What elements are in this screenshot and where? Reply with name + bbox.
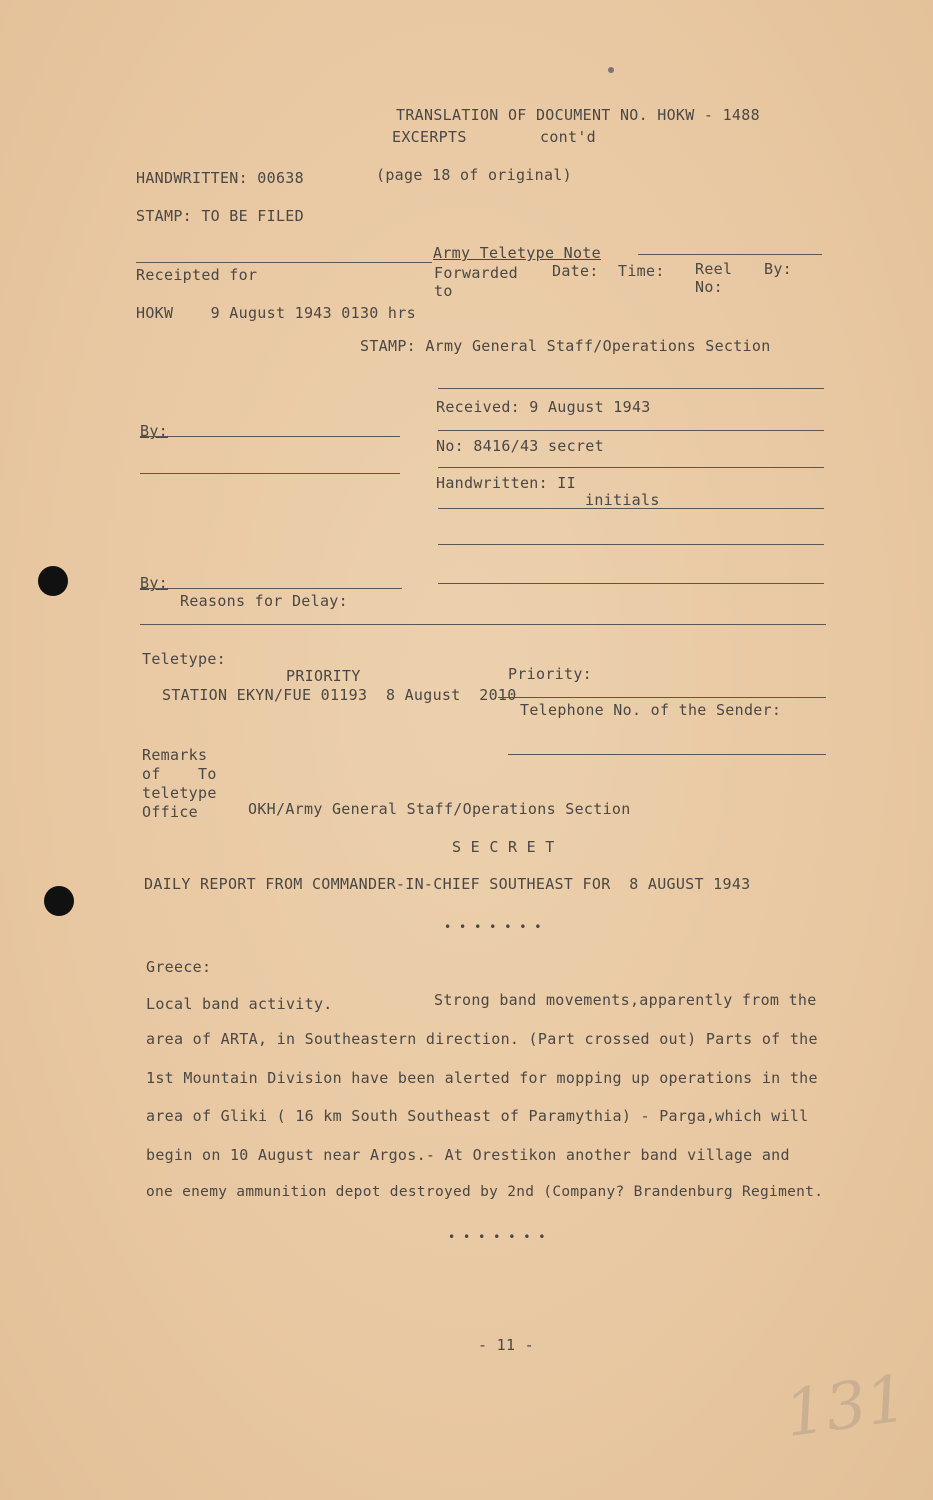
rule-right-6 — [438, 583, 824, 584]
reasons-for-delay: Reasons for Delay: — [180, 592, 348, 610]
ink-speck — [608, 67, 614, 73]
report-line: area of ARTA, in Southeastern direction. (Part crossed out) Parts of the — [146, 1030, 818, 1048]
by-label-top: By: — [764, 260, 792, 278]
rule-right-3 — [438, 467, 824, 468]
received-date: Received: 9 August 1943 — [436, 398, 651, 416]
document-subtitle: EXCERPTS — [392, 128, 467, 146]
page-reference: (page 18 of original) — [376, 166, 572, 184]
report-line: one enemy ammunition depot destroyed by 2nd (Company? Brandenburg Regiment. — [146, 1184, 824, 1200]
initials-label: initials — [585, 491, 660, 509]
priority-word: PRIORITY — [286, 667, 361, 685]
document-number: No: 8416/43 secret — [436, 437, 604, 455]
rule-right-4 — [438, 508, 824, 509]
rule-right-2 — [438, 430, 824, 431]
teletype-note-title: Army Teletype Note — [433, 244, 601, 262]
stamp-operations-section: STAMP: Army General Staff/Operations Section — [360, 337, 771, 355]
handwritten-page-number: 131 — [780, 1361, 912, 1453]
punch-hole-upper — [38, 566, 68, 596]
station-line: STATION EKYN/FUE 01193 8 August 2010 — [162, 686, 517, 704]
continued-label: cont'd — [540, 128, 596, 146]
page-number: - 11 - — [478, 1336, 534, 1354]
report-line: Strong band movements,apparently from the — [434, 991, 817, 1009]
report-line: begin on 10 August near Argos.- At Orestikon another band village and — [146, 1146, 790, 1164]
station-rule — [498, 697, 826, 698]
priority-label: Priority: — [508, 665, 592, 683]
rule-left-1 — [140, 436, 400, 437]
punch-hole-lower — [44, 886, 74, 916]
daily-report-title: DAILY REPORT FROM COMMANDER-IN-CHIEF SOUTHEAST FOR 8 AUGUST 1943 — [144, 875, 751, 893]
teletype-label: Teletype: — [142, 650, 226, 668]
ellipsis-dots-2: • • • • • • • — [448, 1230, 546, 1244]
local-band-label: Local band activity. — [146, 995, 333, 1013]
reel-no-label: Reel No: — [695, 260, 733, 296]
time-label: Time: — [618, 262, 665, 280]
telephone-rule — [508, 754, 826, 755]
greece-label: Greece: — [146, 958, 212, 976]
report-line: area of Gliki ( 16 km South Southeast of Paramythia) - Parga,which will — [146, 1107, 809, 1125]
document-title: TRANSLATION OF DOCUMENT NO. HOKW - 1488 — [396, 106, 760, 124]
ellipsis-dots-1: • • • • • • • — [444, 920, 542, 934]
date-label: Date: — [552, 262, 599, 280]
rule-left-3 — [140, 588, 402, 589]
form-top-rule-right — [638, 254, 822, 255]
rule-right-1 — [438, 388, 824, 389]
handwritten-ii: Handwritten: II — [436, 474, 576, 492]
okh-section-line: OKH/Army General Staff/Operations Section — [248, 800, 631, 818]
by-label-2: By: — [140, 574, 168, 592]
rule-left-2 — [140, 473, 400, 474]
secret-heading: S E C R E T — [452, 838, 555, 856]
stamp-to-be-filed: STAMP: TO BE FILED — [136, 207, 304, 225]
receipted-for-label: Receipted for — [136, 266, 258, 284]
by-label-1: By: — [140, 422, 168, 440]
rule-full — [140, 624, 826, 625]
hokw-receipt-line: HOKW 9 August 1943 0130 hrs — [136, 304, 416, 322]
rule-right-5 — [438, 544, 824, 545]
report-line: 1st Mountain Division have been alerted for mopping up operations in the — [146, 1069, 818, 1087]
form-top-rule-left — [136, 262, 432, 263]
handwritten-number: HANDWRITTEN: 00638 — [136, 169, 304, 187]
remarks-label: Remarks of To teletype Office — [142, 746, 217, 821]
forwarded-to-label: Forwarded to — [434, 264, 518, 300]
telephone-sender-label: Telephone No. of the Sender: — [520, 701, 782, 719]
